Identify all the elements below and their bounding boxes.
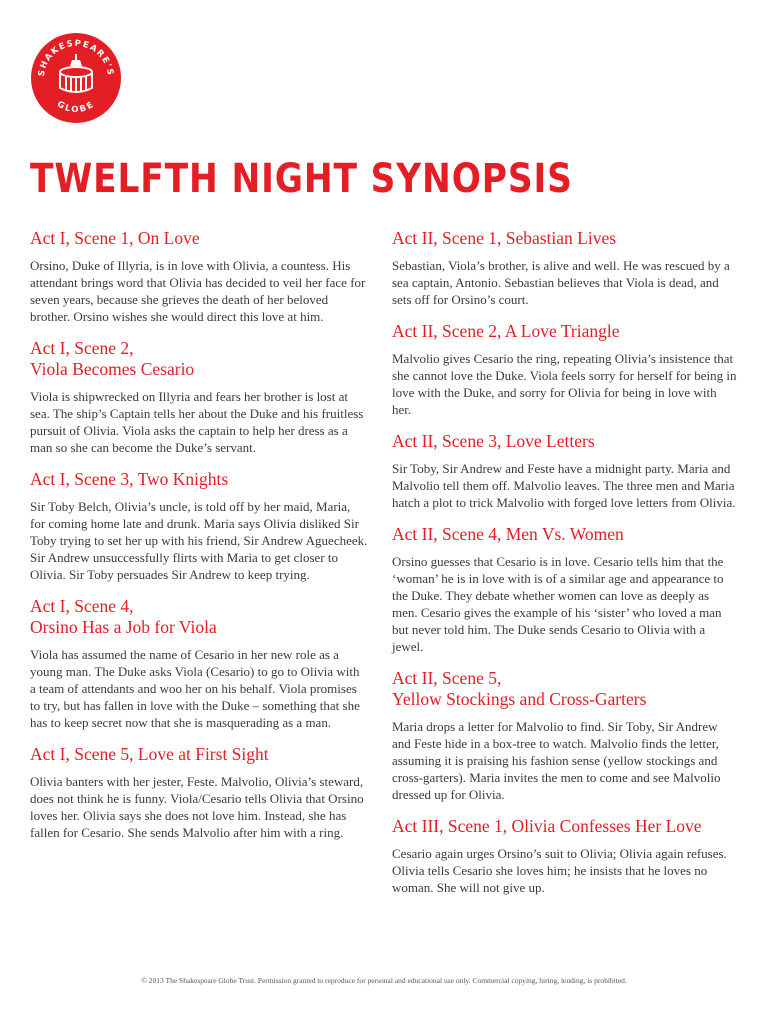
synopsis-section [392,524,737,655]
heading-line: Act II, Scene 1, Sebastian Lives [392,228,617,248]
synopsis-section [392,431,737,511]
section-text: Orsino guesses that Cesario is in love. Cesario tells him that the ‘woman’ he is in love with is of a similar age and appearance to the Duke. They debate whether women can love as deeply as men. Cesario gives the example of his ‘sister’ who loved a man but never told him. The Duke sends Cesario to Olivia with a jewel. [392,554,724,654]
left-column [30,228,368,854]
synopsis-section [30,596,368,731]
section-heading [30,744,368,765]
section-text: Viola has assumed the name of Cesario in her new role as a young man. The Duke asks Viola (Cesario) to go to Olivia with a team of attendants and woo her on his behalf. Viola promises to try, but has fallen in love with the Duke – something that she has to keep secret now that she is masquerading as a man. [30,647,360,730]
synopsis-section [30,744,368,841]
heading-line: Act I, Scene 5, Love at First Sight [30,744,269,764]
section-heading [392,228,737,249]
section-text: Sir Toby, Sir Andrew and Feste have a midnight party. Maria and Malvolio tell them off. Malvolio leaves. The three men and Maria hatch a plot to trick Malvolio with forged love letters from Olivia. [392,461,736,510]
section-text: Malvolio gives Cesario the ring, repeating Olivia’s insistence that she cannot love the Duke. Viola feels sorry for herself for being in love with the Duke, and sorry for Olivia for being in love with her. [392,351,737,417]
heading-line: Act II, Scene 4, Men Vs. Women [392,524,624,544]
heading-line: Act II, Scene 5, [392,668,502,688]
synopsis-section [30,469,368,583]
heading-line: Act I, Scene 4, [30,596,134,616]
heading-line: Act I, Scene 2, [30,338,134,358]
copyright-footer: © 2013 The Shakespeare Globe Trust. Permission granted to reproduce for personal and educational use only. Commercial copying, hiring, lending, is prohibited. [141,976,627,985]
section-text: Viola is shipwrecked on Illyria and fears her brother is lost at sea. The ship’s Captain tells her about the Duke and his fruitless pursuit of Olivia. Viola asks the captain to help her dress as a man so she can become the Duke’s servant. [30,389,364,455]
page-title: TWELFTH NIGHT SYNOPSIS [30,156,573,202]
shakespeares-globe-logo [30,32,122,124]
synopsis-section [30,338,368,456]
svg-text:SHAKESPEARE'S: SHAKESPEARE'S [36,38,116,78]
synopsis-section [392,321,737,418]
section-heading [392,431,737,452]
section-heading [30,469,368,490]
synopsis-section [30,228,368,325]
section-text: Sir Toby Belch, Olivia’s uncle, is told off by her maid, Maria, for coming home late and drunk. Maria says Olivia disliked Sir Toby trying to set her up with his friend, Sir Andrew Aguecheek. Sir Andrew unsuccessfully flirts with Maria to get closer to Olivia. Sir Toby persuades Sir Andrew to keep trying. [30,499,368,582]
section-heading [30,596,368,638]
section-heading [392,816,737,837]
section-text: Olivia banters with her jester, Feste. Malvolio, Olivia’s steward, does not think he is funny. Viola/Cesario tells Olivia that Orsino loves her. Olivia says she does not love him. Instead, she has fallen for Cesario. She sends Malvolio after him with a ring. [30,774,364,840]
synopsis-section [392,228,737,308]
section-heading [30,228,368,249]
section-heading [30,338,368,380]
heading-line: Act I, Scene 3, Two Knights [30,469,229,489]
synopsis-section [392,816,737,896]
heading-line: Act II, Scene 2, A Love Triangle [392,321,620,341]
svg-text:GLOBE: GLOBE [55,99,97,116]
section-text: Sebastian, Viola’s brother, is alive and well. He was rescued by a sea captain, Antonio. Sebastian believes that Viola is dead, and sets off for Orsino’s court. [392,258,730,307]
section-heading [392,524,737,545]
heading-line: Viola Becomes Cesario [30,359,195,379]
right-column [392,228,737,909]
section-heading [392,668,737,710]
section-text: Orsino, Duke of Illyria, is in love with Olivia, a countess. His attendant brings word that Olivia has decided to veil her face for seven years, because she grieves the death of her beloved brother. Orsino wishes she would direct this love at him. [30,258,366,324]
section-heading [392,321,737,342]
section-text: Maria drops a letter for Malvolio to find. Sir Toby, Sir Andrew and Feste hide in a box-tree to watch. Malvolio finds the letter, assuming it is praising his fashion sense (yellow stockings and cross-garters). Maria invites the men to come and see Malvolio dressed up for Olivia. [392,719,721,802]
heading-line: Orsino Has a Job for Viola [30,617,217,637]
heading-line: Yellow Stockings and Cross-Garters [392,689,647,709]
synopsis-section [392,668,737,803]
heading-line: Act I, Scene 1, On Love [30,228,200,248]
section-text: Cesario again urges Orsino’s suit to Olivia; Olivia again refuses. Olivia tells Cesario she loves him; he insists that he loves no woman. She will not give up. [392,846,727,895]
heading-line: Act III, Scene 1, Olivia Confesses Her Love [392,816,702,836]
heading-line: Act II, Scene 3, Love Letters [392,431,595,451]
globe-logo-icon [30,32,122,124]
